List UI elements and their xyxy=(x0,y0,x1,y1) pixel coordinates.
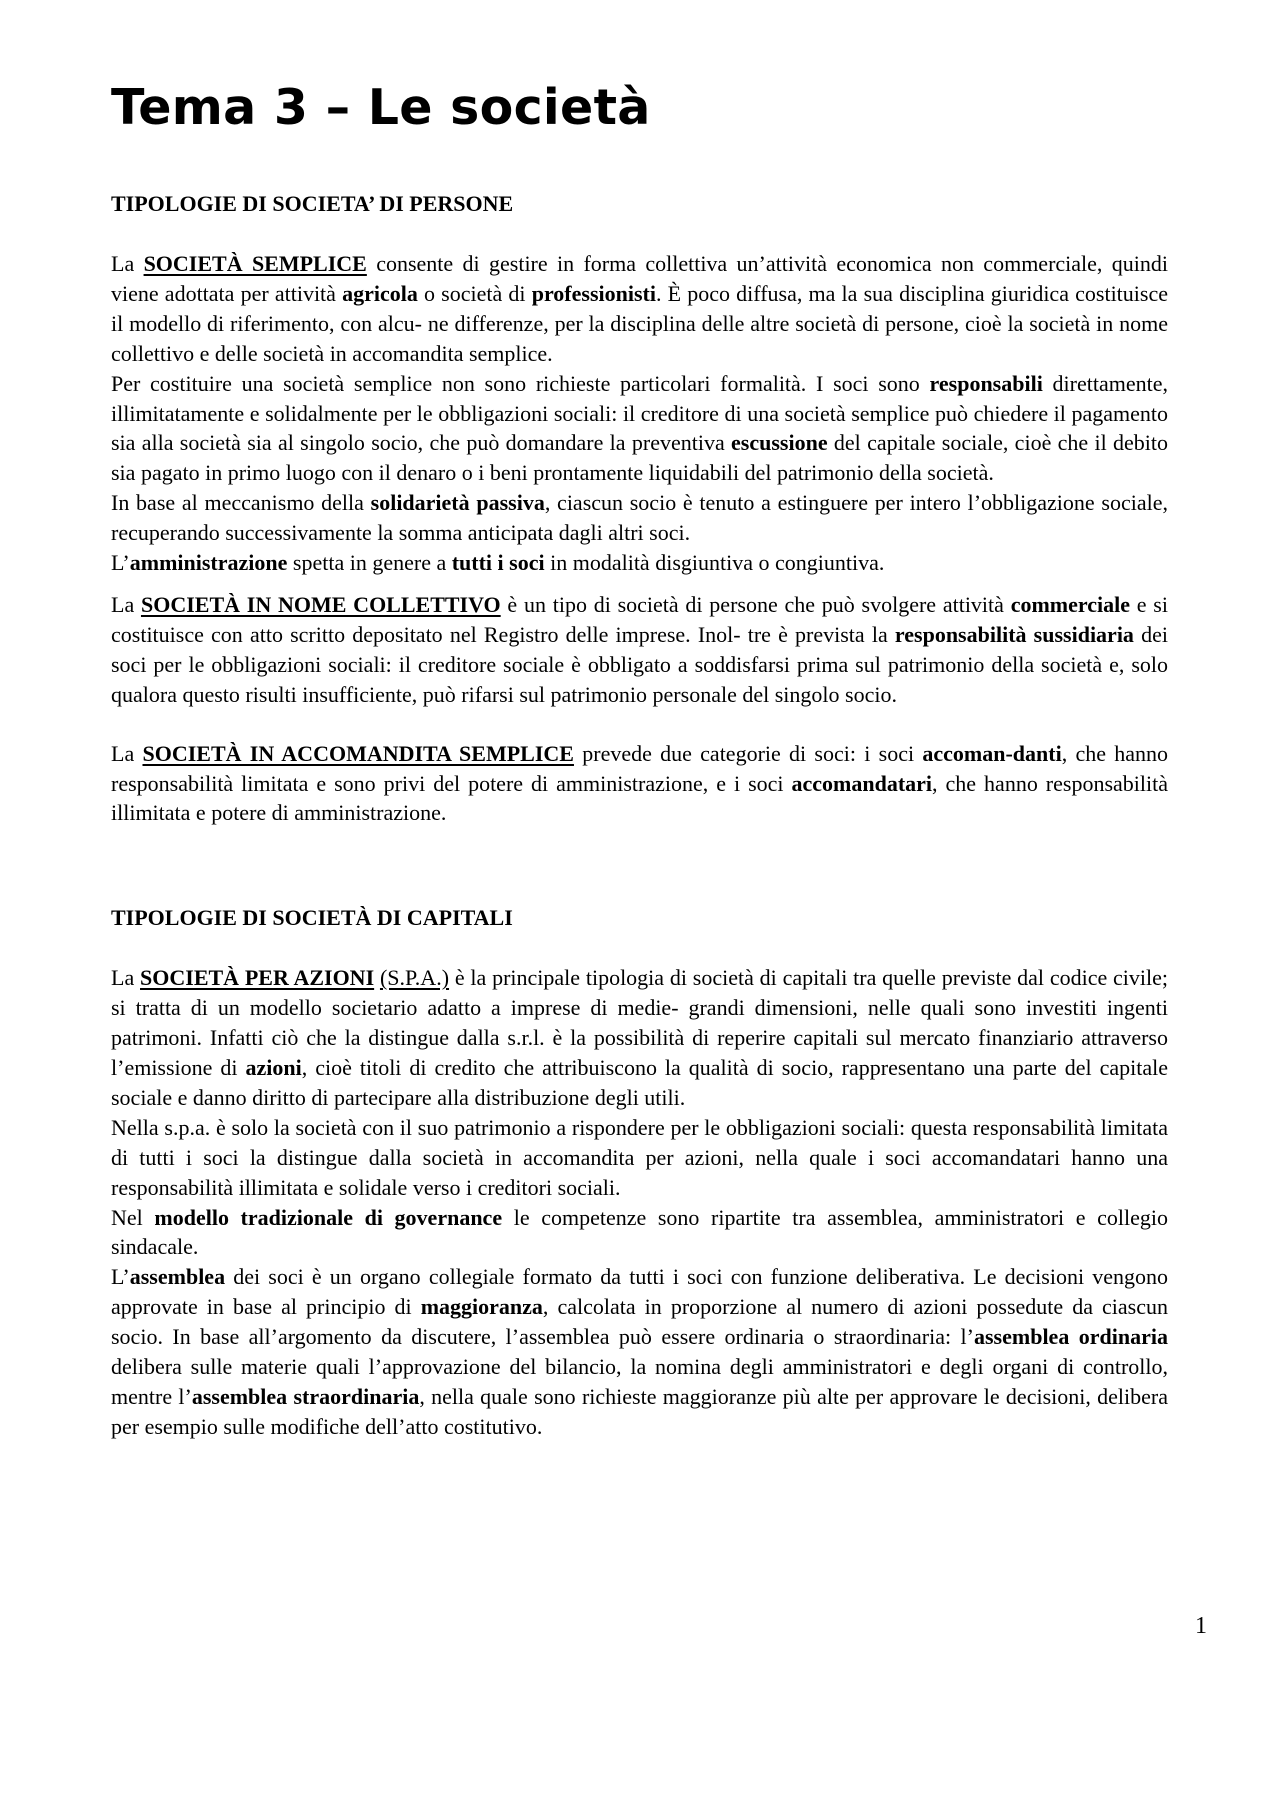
text-run: L’ xyxy=(111,1264,130,1290)
term-solidarieta-passiva: solidarietà passiva xyxy=(370,490,545,516)
term-agricola: agricola xyxy=(342,280,418,306)
text-run: direttamente, illimitatamente e solidalmente per le obbligazioni sociali: il creditore di una società semplice può chiedere il pagamento sia alla società sia al singolo socio, che può domandare la preventiva xyxy=(111,370,1168,456)
text-run: La xyxy=(111,591,141,617)
text-run: dei soci è un organo collegiale formato da tutti i soci con funzione deliberativa. Le decisioni vengono approvate in base al principio di xyxy=(111,1264,1168,1320)
term-assemblea: assemblea xyxy=(129,1264,226,1290)
term-professionisti: professionisti xyxy=(531,280,656,306)
text-run: spetta in genere a xyxy=(287,550,452,576)
term-accomandatari: accomandatari xyxy=(791,770,933,796)
text-run: , che hanno responsabilità limitata e sono privi del potere di amministrazione, e i soci xyxy=(111,740,1169,796)
text-run: La xyxy=(111,251,144,276)
text-run: Nel xyxy=(111,1204,155,1230)
term-modello-tradizionale: modello tradizionale di governance xyxy=(154,1204,503,1230)
section-heading-societa-di-persone: TIPOLOGIE DI SOCIETA’ DI PERSONE xyxy=(111,191,514,216)
paragraph-assemblea xyxy=(111,1262,1168,1441)
term-azioni: azioni xyxy=(245,1055,302,1081)
text-run: le competenze sono ripartite tra assemblea, amministratori e collegio sindacale. xyxy=(111,1204,1169,1260)
term-tutti-i-soci: tutti i soci xyxy=(451,550,545,576)
paragraph-amministrazione xyxy=(111,548,1168,578)
text-run: . È poco diffusa, ma la sua disciplina giuridica costituisce il modello di riferimento, con alcu- ne differenze, per la disciplina delle altre società di persone, cioè la società in nome collettivo e delle società in accomandita semplice. xyxy=(111,280,1168,366)
term-maggioranza: maggioranza xyxy=(420,1294,543,1320)
text-run: La xyxy=(111,740,143,766)
text-run: , cioè titoli di credito che attribuiscono la qualità di socio, rappresentano una parte del capitale sociale e danno diritto di partecipare alla distribuzione degli utili. xyxy=(111,1055,1168,1110)
term-assemblea-straordinaria: assemblea straordinaria xyxy=(191,1384,420,1409)
text-run: , che hanno responsabilità illimitata e potere di amministrazione. xyxy=(111,770,1168,826)
paragraph-societa-semplice xyxy=(111,249,1168,369)
page-title: Tema 3 – Le società xyxy=(111,79,651,136)
text-run: del capitale sociale, cioè che il debito sia pagato in primo luogo con il denaro o i beni prontamente liquidabili del patrimonio della società. xyxy=(111,430,1169,486)
section-heading-societa-di-capitali: TIPOLOGIE DI SOCIETÀ DI CAPITALI xyxy=(111,905,513,931)
term-societa-accomandita-semplice: SOCIETÀ IN ACCOMANDITA SEMPLICE xyxy=(142,740,574,766)
term-commerciale: commerciale xyxy=(1010,591,1131,617)
paragraph-costituzione xyxy=(111,369,1168,489)
paragraph-nome-collettivo xyxy=(111,590,1168,710)
page-number: 1 xyxy=(1195,1613,1207,1639)
text-run: La xyxy=(111,965,141,991)
text-run: consente di gestire in forma collettiva un’attività economica non commerciale, quindi viene adottata per attività xyxy=(111,251,1168,306)
term-societa-semplice: SOCIETÀ SEMPLICE xyxy=(143,251,367,276)
text-run: In base al meccanismo della xyxy=(111,490,371,516)
term-societa-nome-collettivo: SOCIETÀ IN NOME COLLETTIVO xyxy=(140,591,501,617)
term-escussione: escussione xyxy=(731,430,828,456)
term-societa-per-azioni: SOCIETÀ PER AZIONI xyxy=(140,965,375,991)
text-run: L’ xyxy=(111,550,130,576)
text-run: o società di xyxy=(417,280,532,306)
text-run: e si costituisce con atto scritto depositato nel Registro delle imprese. Inol- tre è prevista la xyxy=(111,591,1168,647)
text-run: dei soci per le obbligazioni sociali: il creditore sociale è obbligato a soddisfarsi prima sul patrimonio della società e, solo qualora questo risulti insufficiente, può rifarsi sul patrimonio personale del singolo socio. xyxy=(111,621,1168,707)
paragraph-responsabilita-spa: Nella s.p.a. è solo la società con il suo patrimonio a rispondere per le obbligazioni sociali: questa responsabilità limitata di tutti i soci la distingue dalla società in accomandita per azioni, nella quale i soci accomandatari hanno una responsabilità illimitata e solidale verso i creditori sociali. xyxy=(111,1114,1168,1200)
term-assemblea-ordinaria: assemblea ordinaria xyxy=(974,1324,1168,1350)
text-run: in modalità disgiuntiva o congiuntiva. xyxy=(544,550,885,576)
paragraph-accomandita-semplice xyxy=(111,739,1168,829)
paragraph-governance xyxy=(111,1203,1168,1263)
text-run: Per costituire una società semplice non sono richieste particolari formalità. I soci sono xyxy=(111,370,930,396)
text-run: è un tipo di società di persone che può svolgere attività xyxy=(500,591,1011,617)
term-amministrazione: amministrazione xyxy=(129,550,288,576)
term-accomandanti: accoman-danti xyxy=(922,740,1062,766)
text-run: prevede due categorie di soci: i soci xyxy=(573,740,923,766)
term-responsabili: responsabili xyxy=(929,370,1043,396)
text-run: , nella quale sono richieste maggioranze più alte per approvare le decisioni, delibera per esempio sulle modifiche dell’atto costitutivo. xyxy=(111,1384,1169,1439)
text-run: , ciascun socio è tenuto a estinguere per intero l’obbligazione sociale, recuperando successivamente la somma anticipata dagli altri soci. xyxy=(111,490,1168,546)
text-run: , calcolata in proporzione al numero di azioni possedute da ciascun socio. In base all’argomento da discutere, l’assemblea può essere ordinaria o straordinaria: l’ xyxy=(111,1294,1168,1350)
paragraph-societa-per-azioni xyxy=(111,963,1168,1113)
term-responsabilita-sussidiaria: responsabilità sussidiaria xyxy=(894,621,1134,647)
text-run: è la principale tipologia di società di capitali tra quelle previste dal codice civile; si tratta di un modello societario adatto a imprese di medie- grandi dimensioni, nelle quali sono investiti ingenti patrimoni. Infatti ciò che la distingue dalla s.r.l. è la possibilità di reperire capitali sul mercato finanziario attraverso l’emissione di xyxy=(111,965,1169,1081)
term-spa-abbreviation: (S.P.A.) xyxy=(379,965,450,991)
text-run: delibera sulle materie quali l’approvazione del bilancio, la nomina degli amministratori e degli organi di controllo, mentre l’ xyxy=(111,1354,1168,1409)
paragraph-solidarieta xyxy=(111,488,1168,548)
